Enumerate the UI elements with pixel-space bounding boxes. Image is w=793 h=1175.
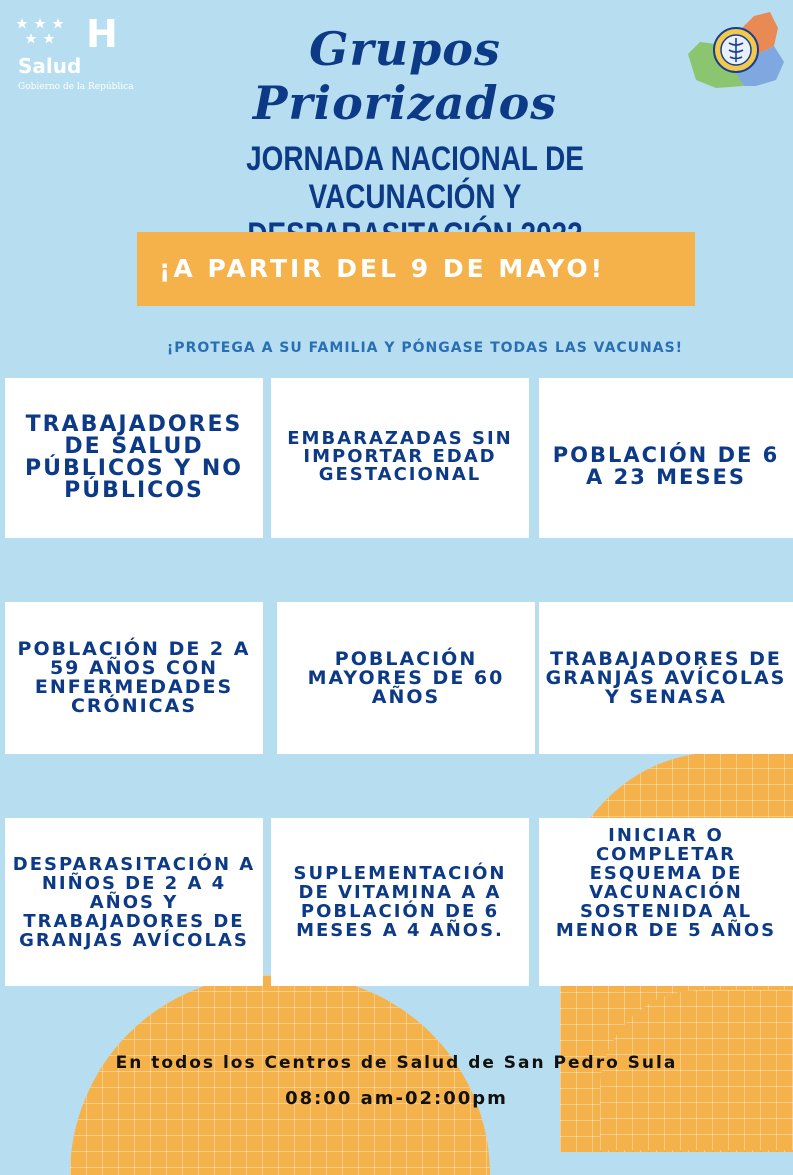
group-card [271,818,529,986]
group-card [277,602,535,754]
group-label: DESPARASITACIÓN A NIÑOS DE 2 A 4 AÑOS Y TRABAJADORES DE GRANJAS AVÍCOLAS [12,853,256,951]
tagline: ¡PROTEGA A SU FAMILIA Y PÓNGASE TODAS LAS VACUNAS! [166,340,684,356]
logo-name: Salud [18,54,82,78]
group-label: POBLACIÓN MAYORES DE 60 AÑOS [307,647,505,708]
group-card [5,602,263,754]
salud-logo [14,14,134,98]
region-map-emblem-icon [686,10,786,92]
group-card [5,818,263,986]
stars-icon [16,16,76,48]
orange-grid-shape-left [70,975,490,1175]
logo-subtitle: Gobierno de la República [18,82,134,92]
group-card [539,602,793,754]
group-label: TRABAJADORES DE GRANJAS AVÍCOLAS Y SENASA [545,647,787,708]
group-card [271,378,529,538]
group-card [539,378,793,538]
logo-mark: H [86,12,118,56]
group-label: POBLACIÓN DE 2 A 59 AÑOS CON ENFERMEDADES CRÓNICAS [17,638,251,717]
group-label: SUPLEMENTACIÓN DE VITAMINA A A POBLACIÓN DE 6 MESES A 4 AÑOS. [293,863,507,941]
campaign-subtitle: JORNADA NACIONAL DE VACUNACIÓN Y [246,140,584,216]
group-label: INICIAR O COMPLETAR ESQUEMA DE VACUNACIÓN SOSTENIDA AL MENOR DE 5 AÑOS [555,825,777,941]
footer-location: En todos los Centros de Salud de San Pedro Sula [115,1053,678,1073]
group-label: POBLACIÓN DE 6 A 23 MESES [552,443,780,489]
page-title: Grupos Priorizados [252,22,558,130]
group-label: TRABAJADORES DE SALUD PÚBLICOS Y NO PÚBLICOS [24,412,244,503]
footer-hours: 08:00 am-02:00pm [285,1088,508,1109]
group-label: EMBARAZADAS SIN IMPORTAR EDAD GESTACIONAL [287,428,513,485]
group-card [539,818,793,986]
group-card [5,378,263,538]
start-date-banner: ¡A PARTIR DEL 9 DE MAYO! [137,232,695,306]
